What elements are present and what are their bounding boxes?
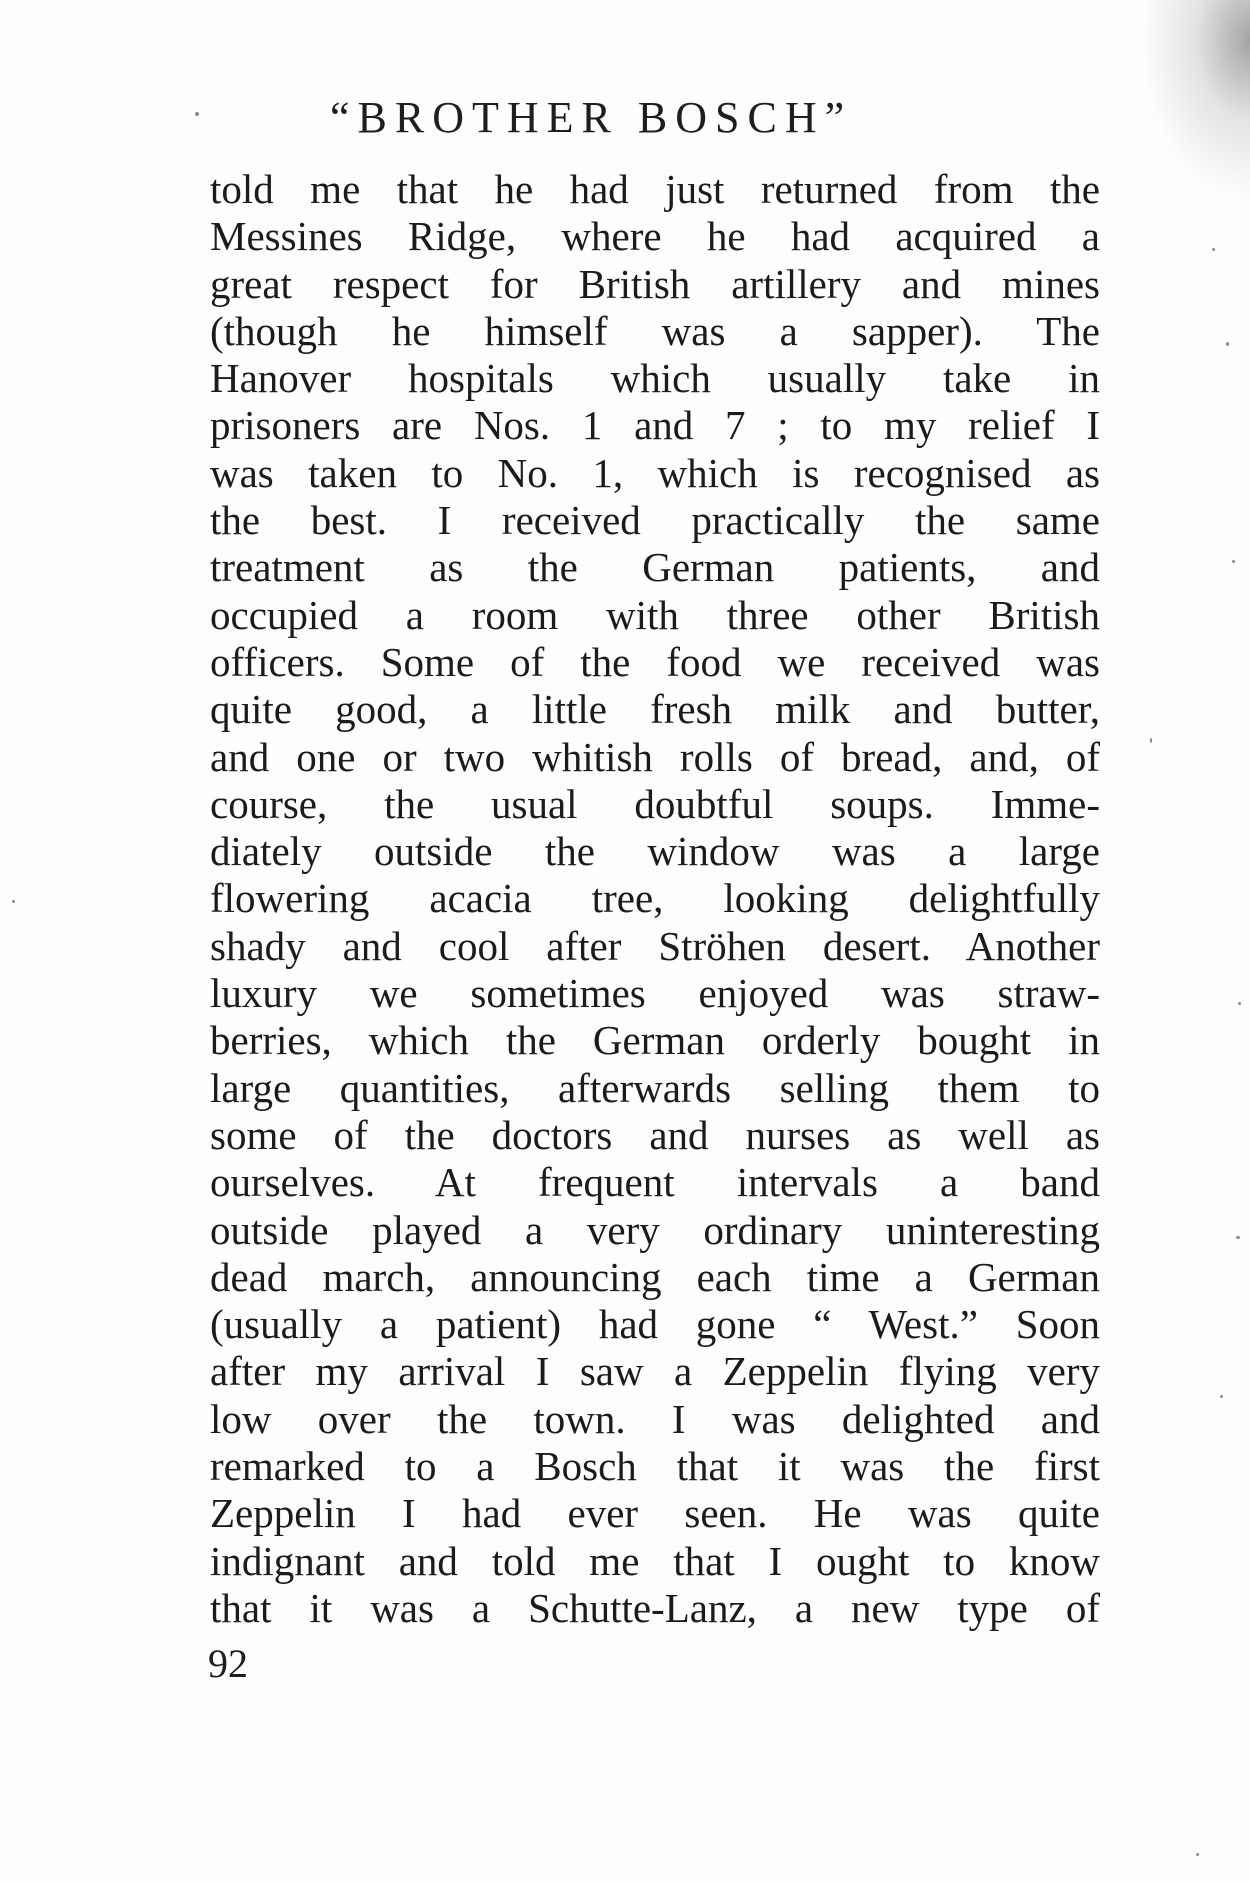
text-line: outside played a very ordinary uninteresting — [210, 1206, 1100, 1253]
text-line: shady and cool after Ströhen desert. Another — [210, 922, 1100, 969]
text-line: that it was a Schutte-Lanz, a new type of — [210, 1584, 1100, 1631]
scan-speckle — [1238, 1002, 1241, 1005]
text-line: quite good, a little fresh milk and butter, — [210, 686, 1100, 733]
text-line: and one or two whitish rolls of bread, and, of — [210, 733, 1100, 780]
scan-speckle — [12, 900, 15, 903]
scan-speckle — [1226, 342, 1229, 346]
text-line: course, the usual doubtful soups. Imme- — [210, 780, 1100, 827]
text-line: treatment as the German patients, and — [210, 544, 1100, 591]
text-line: (though he himself was a sapper). The — [210, 307, 1100, 354]
text-line: berries, which the German orderly bought in — [210, 1017, 1100, 1064]
text-line: luxury we sometimes enjoyed was straw- — [210, 970, 1100, 1017]
running-head: “BROTHER BOSCH” — [330, 93, 853, 142]
text-line: large quantities, afterwards selling them to — [210, 1064, 1100, 1111]
text-line: after my arrival I saw a Zeppelin flying very — [210, 1348, 1100, 1395]
text-line: flowering acacia tree, looking delightfully — [210, 875, 1100, 922]
text-line: occupied a room with three other British — [210, 591, 1100, 638]
text-line: prisoners are Nos. 1 and 7 ; to my relief I — [210, 402, 1100, 449]
scan-speckle — [1212, 248, 1215, 251]
body-text — [210, 166, 1100, 1632]
text-line: Messines Ridge, where he had acquired a — [210, 213, 1100, 260]
text-line: great respect for British artillery and mines — [210, 260, 1100, 307]
text-line: indignant and told me that I ought to know — [210, 1537, 1100, 1584]
text-line: was taken to No. 1, which is recognised as — [210, 449, 1100, 496]
page-number: 92 — [208, 1641, 248, 1686]
scan-edge-shadow — [1140, 0, 1250, 200]
scan-speckle — [1150, 738, 1152, 743]
text-line: some of the doctors and nurses as well as — [210, 1111, 1100, 1158]
text-line: the best. I received practically the same — [210, 497, 1100, 544]
scan-speckle — [1236, 1236, 1240, 1239]
text-line: Hanover hospitals which usually take in — [210, 355, 1100, 402]
scan-speckle — [1232, 560, 1235, 563]
scan-speckle — [1196, 1853, 1199, 1856]
text-line: ourselves. At frequent intervals a band — [210, 1159, 1100, 1206]
text-line: (usually a patient) had gone “ West.” Soon — [210, 1301, 1100, 1348]
text-line: told me that he had just returned from the — [210, 166, 1100, 212]
text-line: low over the town. I was delighted and — [210, 1395, 1100, 1442]
text-line: officers. Some of the food we received was — [210, 638, 1100, 685]
text-line: remarked to a Bosch that it was the first — [210, 1443, 1100, 1490]
text-line: diately outside the window was a large — [210, 828, 1100, 875]
text-line: dead march, announcing each time a German — [210, 1253, 1100, 1300]
text-line: Zeppelin I had ever seen. He was quite — [210, 1490, 1100, 1537]
scan-speckle — [195, 112, 199, 116]
scan-speckle — [1220, 1395, 1223, 1398]
